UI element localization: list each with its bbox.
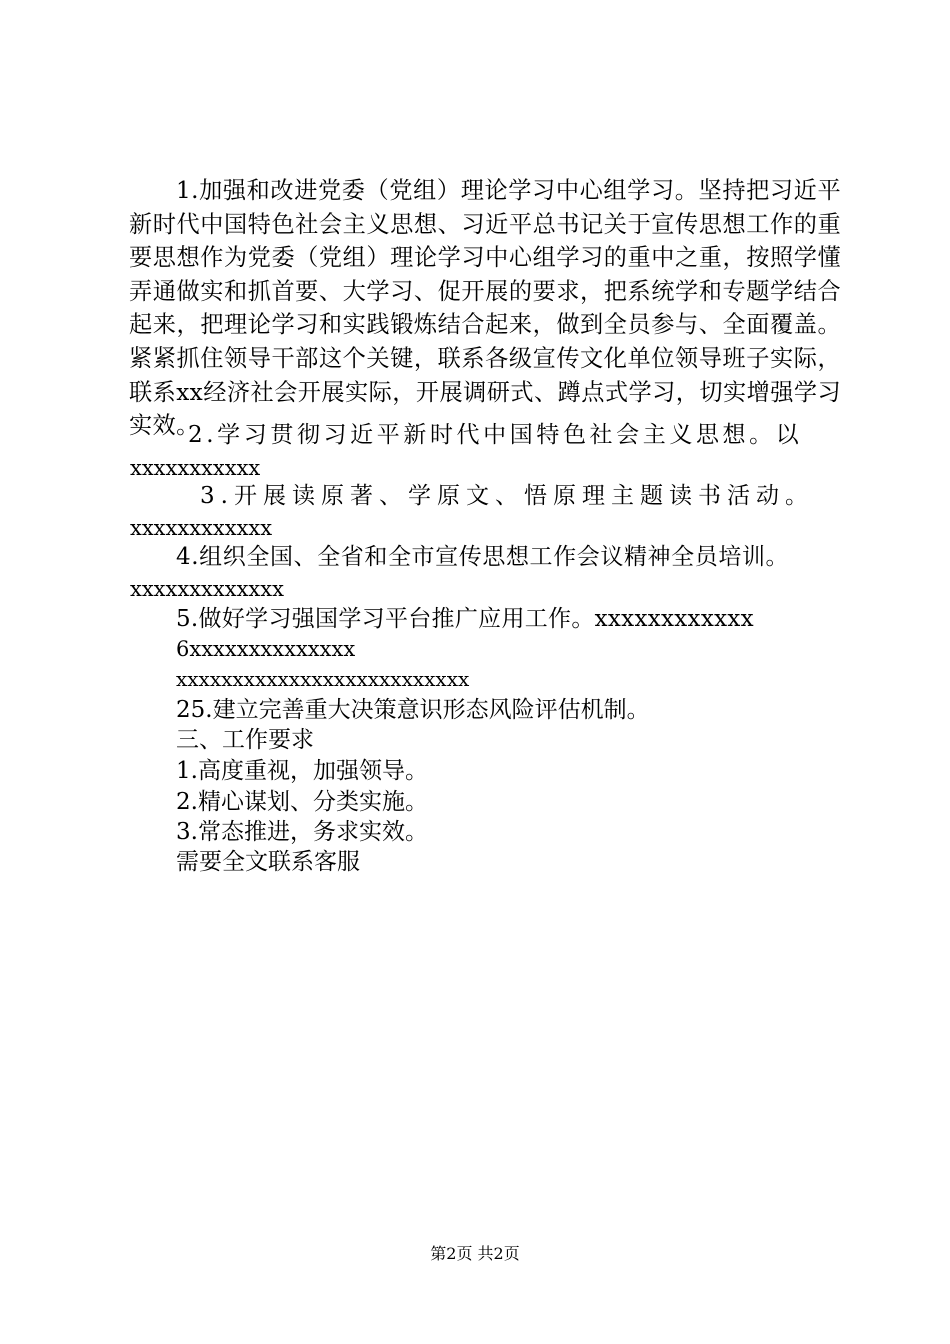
requirement-1: 1.高度重视，加强领导。: [176, 758, 428, 784]
list-item-3: 3.开展读原著、学原文、悟原理主题读书活动。: [200, 483, 814, 509]
list-item-2-continuation: xxxxxxxxxxx: [130, 456, 261, 480]
list-item-2: 2.学习贯彻习近平新时代中国特色社会主义思想。以: [188, 422, 803, 448]
requirement-3: 3.常态推进，务求实效。: [176, 819, 428, 845]
list-item-3-continuation: xxxxxxxxxxxx: [130, 516, 273, 540]
list-item-6: 6xxxxxxxxxxxxxx: [176, 637, 356, 661]
page-footer: 第2页 共2页: [430, 1244, 520, 1263]
contact-note: 需要全文联系客服: [176, 849, 360, 875]
requirement-2: 2.精心谋划、分类实施。: [176, 789, 428, 815]
list-item-placeholder: xxxxxxxxxxxxxxxxxxxxxxxxxx: [176, 667, 470, 691]
paragraph-1: 1.加强和改进党委（党组）理论学习中心组学习。坚持把习近平新时代中国特色社会主义思想、习近平总书记关于宣传思想工作的重要思想作为党委（党组）理论学习中心组学习的重中之重，按照学懂弄通做实和抓首要、大学习、促开展的要求，把系统学和专题学结合起来，把理论学习和实践锻炼结合起来，做到全员参与、全面覆盖。紧紧抓住领导干部这个关键，联系各级宣传文化单位领导班子实际，联系xx经济社会开展实际，开展调研式、蹲点式学习，切实增强学习实效。: [129, 177, 841, 440]
list-item-25: 25.建立完善重大决策意识形态风险评估机制。: [176, 697, 650, 723]
section-heading: 三、工作要求: [176, 727, 314, 753]
list-item-4: 4.组织全国、全省和全市宣传思想工作会议精神全员培训。: [176, 544, 790, 570]
list-item-5: 5.做好学习强国学习平台推广应用工作。xxxxxxxxxxxx: [176, 606, 754, 632]
list-item-4-continuation: xxxxxxxxxxxxx: [130, 577, 284, 601]
